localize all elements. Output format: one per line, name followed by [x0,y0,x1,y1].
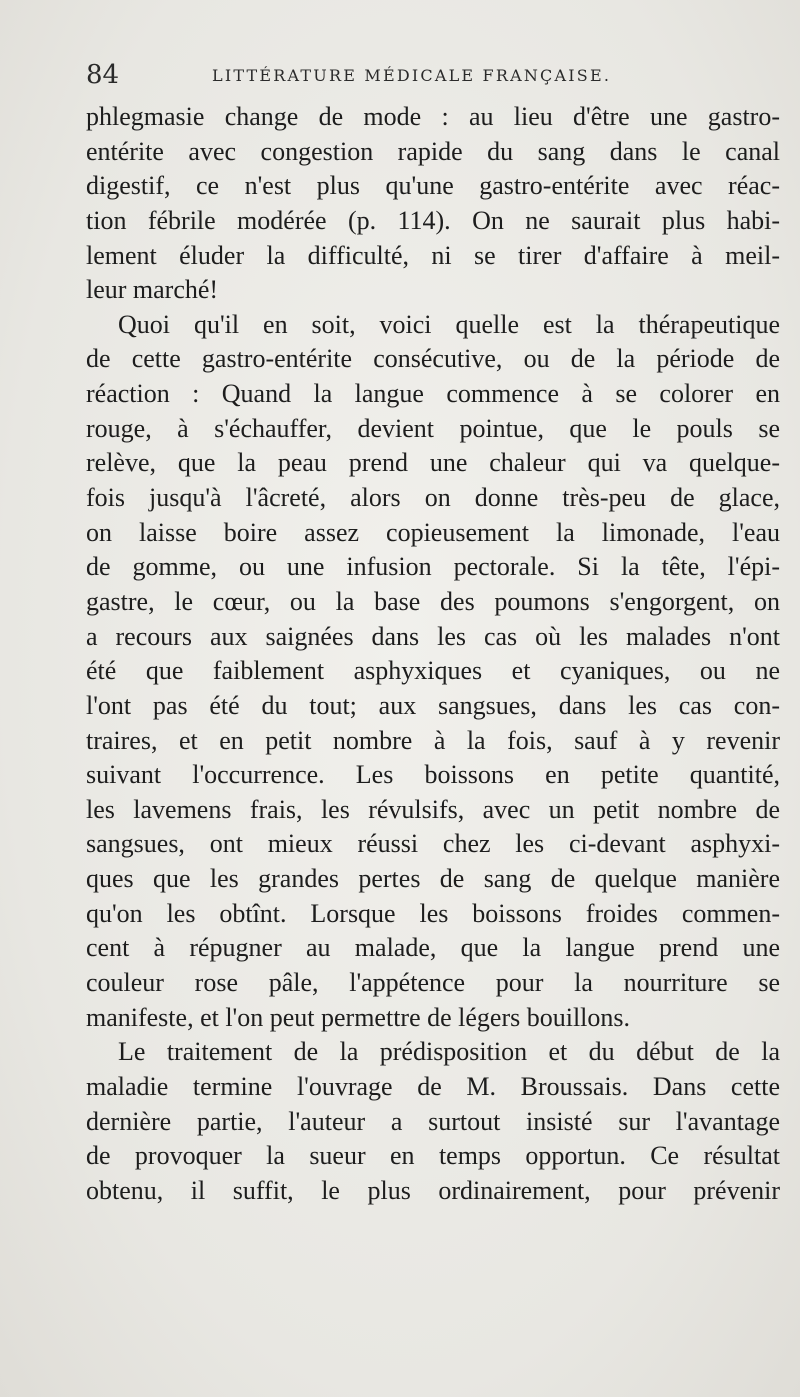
page-header [86,58,766,92]
body-text [86,100,780,1209]
text-line: relève, que la peau prend une chaleur qui va quelque- [86,448,780,478]
text-line: traires, et en petit nombre à la fois, sauf à y revenir [86,725,780,755]
text-line: rouge, à s'échauffer, devient pointue, que le pouls se [86,413,780,443]
text-line: cent à répugner au malade, que la langue prend une [86,933,780,963]
text-line: de gomme, ou une infusion pectorale. Si la tête, l'épi- [86,552,780,582]
text-line: les lavemens frais, les révulsifs, avec un petit nombre de [86,794,780,824]
running-title: LITTÉRATURE MÉDICALE FRANÇAISE. [212,66,612,85]
text-line: lement éluder la difficulté, ni se tirer d'affaire à meil- [86,240,780,270]
text-line: maladie termine l'ouvrage de M. Broussais. Dans cette [86,1071,780,1101]
text-line: a recours aux saignées dans les cas où les malades n'ont [86,621,780,651]
text-line: manifeste, et l'on peut permettre de légers bouillons. [86,1002,631,1032]
text-line: on laisse boire assez copieusement la limonade, l'eau [86,517,780,547]
text-line: Quoi qu'il en soit, voici quelle est la thérapeutique [118,309,780,339]
text-line: qu'on les obtînt. Lorsque les boissons froides commen- [86,898,780,928]
text-line: Le traitement de la prédisposition et du début de la [118,1037,780,1067]
text-line: obtenu, il suffit, le plus ordinairement, pour prévenir [86,1175,780,1205]
text-line: l'ont pas été du tout; aux sangsues, dans les cas con- [86,690,780,720]
text-line: réaction : Quand la langue commence à se colorer en [86,379,780,409]
text-line: entérite avec congestion rapide du sang dans le canal [86,136,780,166]
page-number: 84 [86,60,120,90]
text-line: tion fébrile modérée (p. 114). On ne saurait plus habi- [86,205,780,235]
text-line: sangsues, ont mieux réussi chez les ci-devant asphyxi- [86,829,780,859]
text-line: fois jusqu'à l'âcreté, alors on donne très-peu de glace, [86,483,780,513]
text-line: suivant l'occurrence. Les boissons en petite quantité, [86,760,780,790]
text-line: digestif, ce n'est plus qu'une gastro-entérite avec réac- [86,171,780,201]
text-line: ques que les grandes pertes de sang de quelque manière [86,864,780,894]
text-line: leur marché! [86,275,219,305]
text-line: phlegmasie change de mode : au lieu d'être une gastro- [86,102,780,131]
text-line: couleur rose pâle, l'appétence pour la nourriture se [86,968,780,998]
text-line: de cette gastro-entérite consécutive, ou de la période de [86,344,780,374]
text-line: dernière partie, l'auteur a surtout insisté sur l'avantage [86,1106,780,1136]
text-line: été que faiblement asphyxiques et cyaniques, ou ne [86,656,780,686]
text-line: gastre, le cœur, ou la base des poumons s'engorgent, on [86,586,780,616]
text-line: de provoquer la sueur en temps opportun. Ce résultat [86,1141,780,1171]
